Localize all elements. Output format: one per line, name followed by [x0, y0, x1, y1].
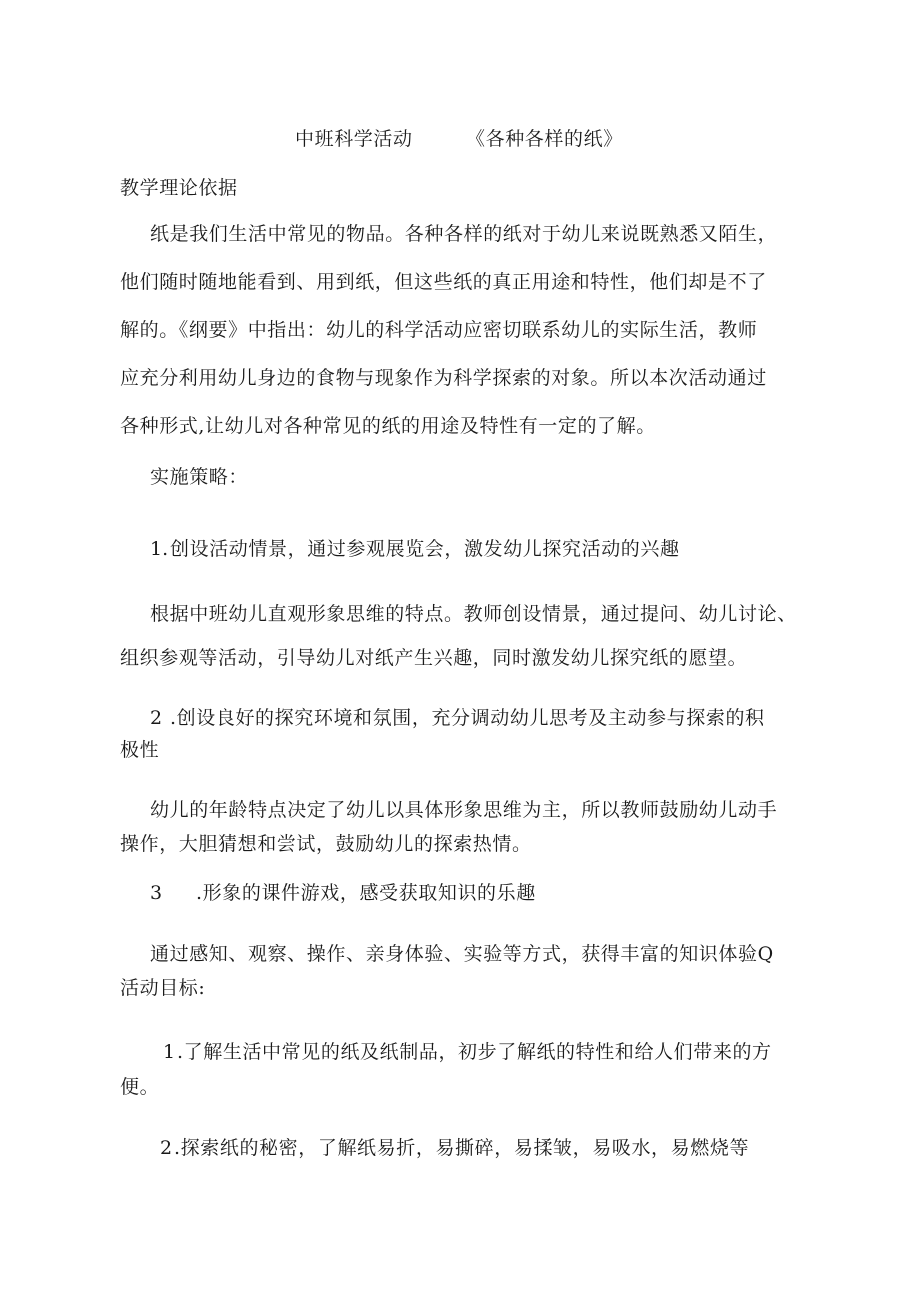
strategy-3-number: 3: [150, 882, 163, 904]
goal-2-number: 2: [160, 1137, 173, 1159]
goal-2-line-1: .探索纸的秘密，了解纸易折，易撕碎，易揉皱，易吸水，易燃烧等: [174, 1137, 750, 1159]
goal-1-line-1: .了解生活中常见的纸及纸制品，初步了解纸的特性和给人们带来的方: [177, 1041, 772, 1063]
strategy-2-title-2: 极性: [120, 739, 160, 761]
strategy-2-number: 2: [150, 707, 163, 729]
theory-line-4: 应充分利用幼儿身边的食物与现象作为科学探索的对象。所以本次活动通过: [120, 367, 767, 389]
goals-heading: 活动目标:: [120, 977, 206, 999]
strategy-1-number: 1.: [150, 538, 169, 560]
title-name: 《各种各样的纸》: [466, 128, 623, 150]
strategy-3-title: .形象的课件游戏，感受获取知识的乐趣: [196, 882, 536, 904]
title-activity: 中班科学活动: [295, 128, 413, 150]
strategy-3-body-1: 通过感知、观察、操作、亲身体验、实验等方式，获得丰富的知识体验Q: [150, 943, 774, 965]
theory-line-5: 各种形式,让幼儿对各种常见的纸的用途及特性有一定的了解。: [120, 415, 656, 437]
goal-1-number: 1: [163, 1041, 176, 1063]
strategy-1-body-1: 根据中班幼儿直观形象思维的特点。教师创设情景，通过提问、幼儿讨论、: [150, 603, 797, 625]
strategy-1-body-2: 组织参观等活动，引导幼儿对纸产生兴趣，同时激发幼儿探究纸的愿望。: [120, 647, 748, 669]
theory-line-3: 解的。《纲要》中指出：幼儿的科学活动应密切联系幼儿的实际生活，教师: [120, 319, 758, 341]
goal-1-line-2: 便。: [120, 1076, 160, 1098]
strategy-2-title-1: .创设良好的探究环境和氛围，充分调动幼儿思考及主动参与探索的积: [170, 707, 765, 729]
strategy-2-body-1: 幼儿的年龄特点决定了幼儿以具体形象思维为主，所以教师鼓励幼儿动手: [150, 799, 778, 821]
theory-heading: 教学理论依据: [120, 177, 238, 199]
strategy-2-body-2: 操作，大胆猜想和尝试，鼓励幼儿的探索热情。: [120, 833, 532, 855]
theory-line-2: 他们随时随地能看到、用到纸，但这些纸的真正用途和特性，他们却是不了: [120, 271, 767, 293]
strategy-1-title: 创设活动情景，通过参观展览会，激发幼儿探究活动的兴趣: [170, 538, 680, 560]
strategy-heading: 实施策略：: [150, 466, 249, 488]
theory-line-1: 纸是我们生活中常见的物品。各种各样的纸对于幼儿来说既熟悉又陌生，: [150, 223, 778, 245]
